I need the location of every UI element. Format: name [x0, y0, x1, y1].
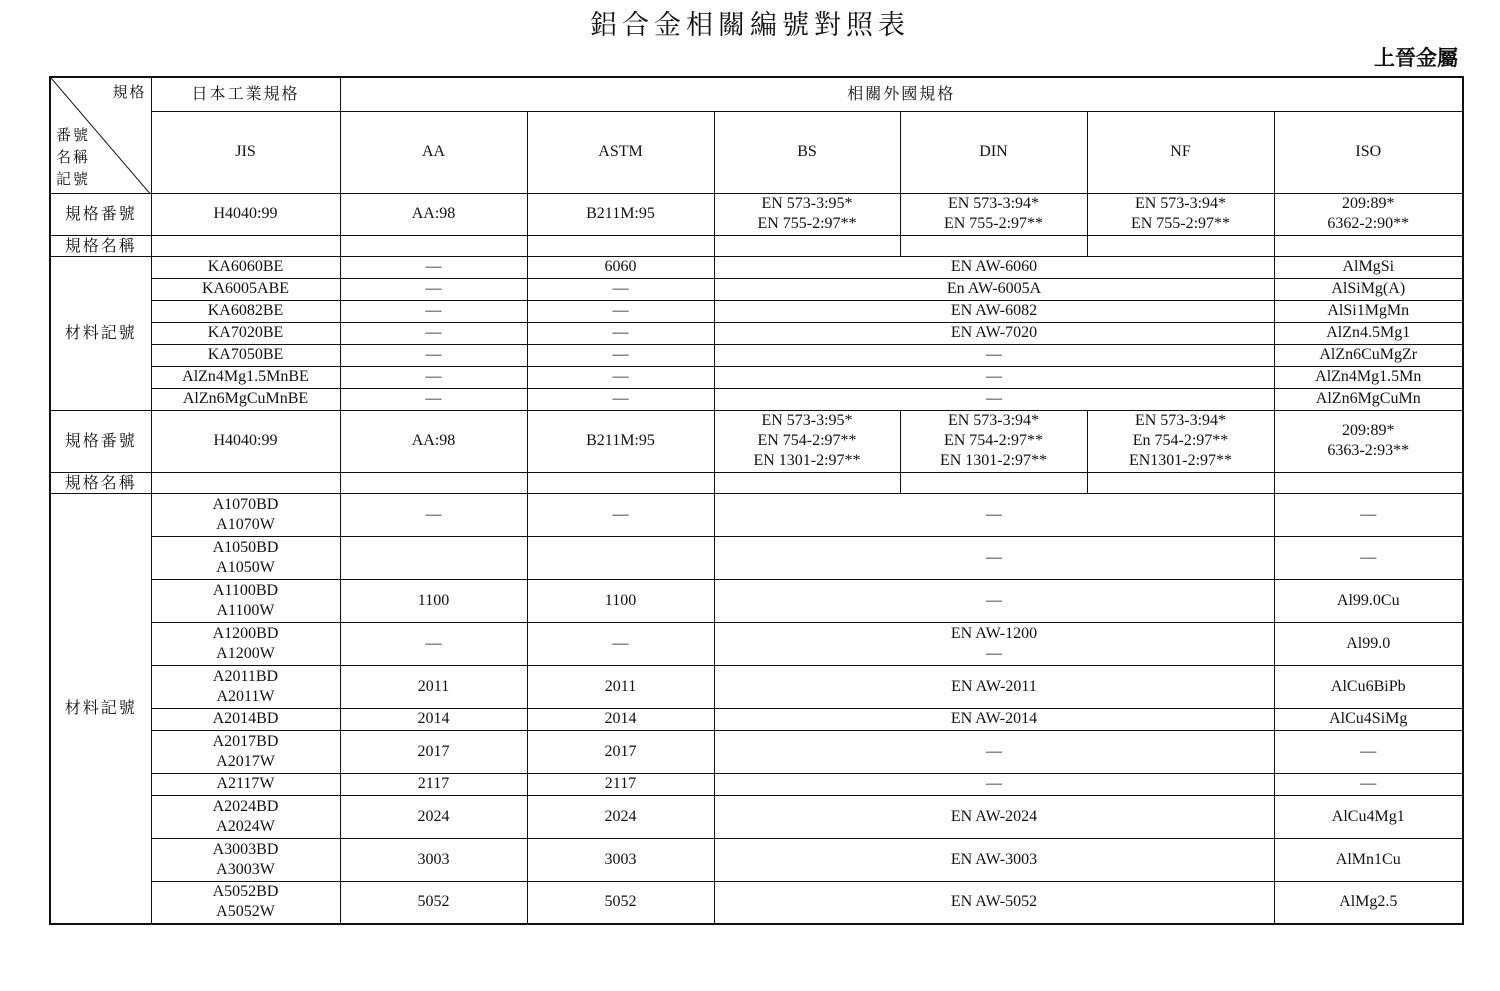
material-row — [50, 730, 1463, 773]
material-symbol-label: 材料記號 — [50, 256, 151, 410]
material-en: EN AW-2014 — [714, 708, 1274, 730]
material-aa: 2117 — [340, 773, 527, 795]
spec-number-astm: B211M:95 — [527, 410, 714, 472]
material-aa: — — [340, 388, 527, 410]
material-row — [50, 493, 1463, 536]
company-name: 上晉金屬 — [1374, 46, 1458, 70]
material-jis: A1070BD A1070W — [151, 493, 340, 536]
system-header-astm: ASTM — [527, 111, 714, 193]
material-aa: 2014 — [340, 708, 527, 730]
material-jis: A1100BD A1100W — [151, 579, 340, 622]
material-aa: 2011 — [340, 665, 527, 708]
material-en: EN AW-3003 — [714, 838, 1274, 881]
material-jis: AlZn6MgCuMnBE — [151, 388, 340, 410]
material-aa: 2024 — [340, 795, 527, 838]
material-en: — — [714, 773, 1274, 795]
material-aa: — — [340, 366, 527, 388]
spec-number-aa: AA:98 — [340, 193, 527, 235]
material-iso: AlZn4.5Mg1 — [1274, 322, 1463, 344]
spec-number-iso: 209:89* 6362-2:90** — [1274, 193, 1463, 235]
material-iso: AlMn1Cu — [1274, 838, 1463, 881]
material-astm: — — [527, 300, 714, 322]
spec-number-aa: AA:98 — [340, 410, 527, 472]
material-en: EN AW-5052 — [714, 881, 1274, 924]
material-jis: A2024BD A2024W — [151, 795, 340, 838]
material-astm: 2117 — [527, 773, 714, 795]
material-iso: — — [1274, 773, 1463, 795]
japan-standard-group-header: 日本工業規格 — [151, 77, 340, 111]
material-jis: A1050BD A1050W — [151, 536, 340, 579]
system-header-bs: BS — [714, 111, 900, 193]
material-aa: 5052 — [340, 881, 527, 924]
corner-label-number: 番號 — [56, 125, 91, 144]
material-jis: AlZn4Mg1.5MnBE — [151, 366, 340, 388]
spec-number-nf: EN 573-3:94* En 754-2:97** EN1301-2:97** — [1087, 410, 1274, 472]
spec-name-label: 規格名稱 — [50, 472, 151, 493]
material-jis: KA6082BE — [151, 300, 340, 322]
material-astm: — — [527, 344, 714, 366]
material-row — [50, 344, 1463, 366]
header-corner-cell — [50, 77, 151, 193]
material-en: EN AW-6082 — [714, 300, 1274, 322]
material-iso: — — [1274, 536, 1463, 579]
material-iso: Al99.0 — [1274, 622, 1463, 665]
spec-number-bs: EN 573-3:95* EN 754-2:97** EN 1301-2:97** — [714, 410, 900, 472]
spec-number-jis: H4040:99 — [151, 193, 340, 235]
spec-name-bs — [714, 235, 900, 256]
spec-name-label: 規格名稱 — [50, 235, 151, 256]
system-header-jis: JIS — [151, 111, 340, 193]
document-title: 鋁合金相關編號對照表 — [590, 10, 910, 41]
material-astm: 2017 — [527, 730, 714, 773]
material-en: En AW-6005A — [714, 278, 1274, 300]
spec-number-label: 規格番號 — [50, 193, 151, 235]
spec-number-label: 規格番號 — [50, 410, 151, 472]
material-astm: 2014 — [527, 708, 714, 730]
material-iso: AlCu4SiMg — [1274, 708, 1463, 730]
spec-name-astm — [527, 235, 714, 256]
material-row — [50, 708, 1463, 730]
spec-name-jis — [151, 235, 340, 256]
material-jis: A1200BD A1200W — [151, 622, 340, 665]
material-symbol-label: 材料記號 — [50, 493, 151, 924]
material-row — [50, 536, 1463, 579]
material-row — [50, 838, 1463, 881]
material-aa: 2017 — [340, 730, 527, 773]
spec-number-astm: B211M:95 — [527, 193, 714, 235]
material-astm: 6060 — [527, 256, 714, 278]
spec-number-bs: EN 573-3:95* EN 755-2:97** — [714, 193, 900, 235]
material-row — [50, 881, 1463, 924]
material-iso: AlSi1MgMn — [1274, 300, 1463, 322]
material-row — [50, 579, 1463, 622]
material-row — [50, 278, 1463, 300]
material-iso: — — [1274, 493, 1463, 536]
spec-name-bs — [714, 472, 900, 493]
spec-number-din: EN 573-3:94* EN 755-2:97** — [900, 193, 1087, 235]
material-en: — — [714, 366, 1274, 388]
corner-label-rows — [56, 124, 90, 190]
material-astm: 5052 — [527, 881, 714, 924]
material-row — [50, 795, 1463, 838]
spec-name-iso — [1274, 472, 1463, 493]
material-row — [50, 665, 1463, 708]
system-header-aa: AA — [340, 111, 527, 193]
material-astm: — — [527, 366, 714, 388]
material-iso: AlZn6CuMgZr — [1274, 344, 1463, 366]
material-astm: — — [527, 388, 714, 410]
spec-number-iso: 209:89* 6363-2:93** — [1274, 410, 1463, 472]
material-astm: — — [527, 493, 714, 536]
spec-name-din — [900, 235, 1087, 256]
material-row — [50, 366, 1463, 388]
material-astm: 2024 — [527, 795, 714, 838]
material-jis: KA6005ABE — [151, 278, 340, 300]
spec-name-nf — [1087, 235, 1274, 256]
material-astm: 1100 — [527, 579, 714, 622]
material-en: — — [714, 730, 1274, 773]
system-header-nf: NF — [1087, 111, 1274, 193]
material-astm: — — [527, 278, 714, 300]
alloy-cross-reference-table — [49, 76, 1464, 925]
material-jis: KA6060BE — [151, 256, 340, 278]
material-row — [50, 322, 1463, 344]
spec-number-din: EN 573-3:94* EN 754-2:97** EN 1301-2:97** — [900, 410, 1087, 472]
corner-label-spec: 規格 — [112, 83, 147, 101]
spec-name-din — [900, 472, 1087, 493]
spec-name-jis — [151, 472, 340, 493]
material-aa: — — [340, 622, 527, 665]
material-astm: — — [527, 622, 714, 665]
material-aa: — — [340, 344, 527, 366]
material-iso: AlSiMg(A) — [1274, 278, 1463, 300]
material-iso: AlZn4Mg1.5Mn — [1274, 366, 1463, 388]
material-en: EN AW-2024 — [714, 795, 1274, 838]
material-row — [50, 388, 1463, 410]
spec-name-astm — [527, 472, 714, 493]
material-en: — — [714, 536, 1274, 579]
system-header-din: DIN — [900, 111, 1087, 193]
material-astm: 3003 — [527, 838, 714, 881]
spec-name-row — [50, 472, 1463, 493]
material-iso: AlCu6BiPb — [1274, 665, 1463, 708]
material-aa: — — [340, 300, 527, 322]
material-astm: — — [527, 322, 714, 344]
material-en: — — [714, 388, 1274, 410]
material-iso: AlZn6MgCuMn — [1274, 388, 1463, 410]
material-iso: AlMg2.5 — [1274, 881, 1463, 924]
material-aa: — — [340, 493, 527, 536]
spec-number-nf: EN 573-3:94* EN 755-2:97** — [1087, 193, 1274, 235]
spec-name-aa — [340, 472, 527, 493]
material-astm: 2011 — [527, 665, 714, 708]
material-jis: KA7020BE — [151, 322, 340, 344]
system-header-iso: ISO — [1274, 111, 1463, 193]
material-aa: — — [340, 278, 527, 300]
corner-label-symbol: 記號 — [56, 169, 91, 188]
spec-number-jis: H4040:99 — [151, 410, 340, 472]
spec-number-row — [50, 193, 1463, 235]
material-jis: KA7050BE — [151, 344, 340, 366]
material-iso: AlCu4Mg1 — [1274, 795, 1463, 838]
material-jis: A5052BD A5052W — [151, 881, 340, 924]
material-jis: A2017BD A2017W — [151, 730, 340, 773]
material-en: EN AW-7020 — [714, 322, 1274, 344]
foreign-standard-group-header: 相關外國規格 — [340, 77, 1463, 111]
material-row — [50, 773, 1463, 795]
corner-label-name: 名稱 — [56, 147, 91, 166]
material-en: — — [714, 579, 1274, 622]
header-group-row — [50, 77, 1463, 111]
material-en: EN AW-2011 — [714, 665, 1274, 708]
spec-name-nf — [1087, 472, 1274, 493]
material-row — [50, 300, 1463, 322]
spec-name-row — [50, 235, 1463, 256]
material-jis: A2117W — [151, 773, 340, 795]
material-en: — — [714, 493, 1274, 536]
material-jis: A3003BD A3003W — [151, 838, 340, 881]
material-iso: — — [1274, 730, 1463, 773]
spec-name-iso — [1274, 235, 1463, 256]
material-aa: — — [340, 322, 527, 344]
material-aa — [340, 536, 527, 579]
material-en: — — [714, 344, 1274, 366]
material-row — [50, 622, 1463, 665]
material-row — [50, 256, 1463, 278]
spec-name-aa — [340, 235, 527, 256]
material-astm — [527, 536, 714, 579]
material-aa: 1100 — [340, 579, 527, 622]
material-iso: AlMgSi — [1274, 256, 1463, 278]
material-jis: A2014BD — [151, 708, 340, 730]
material-jis: A2011BD A2011W — [151, 665, 340, 708]
header-system-row — [50, 111, 1463, 193]
material-en: EN AW-1200 — — [714, 622, 1274, 665]
spec-number-row — [50, 410, 1463, 472]
material-aa: — — [340, 256, 527, 278]
material-aa: 3003 — [340, 838, 527, 881]
material-iso: Al99.0Cu — [1274, 579, 1463, 622]
material-en: EN AW-6060 — [714, 256, 1274, 278]
